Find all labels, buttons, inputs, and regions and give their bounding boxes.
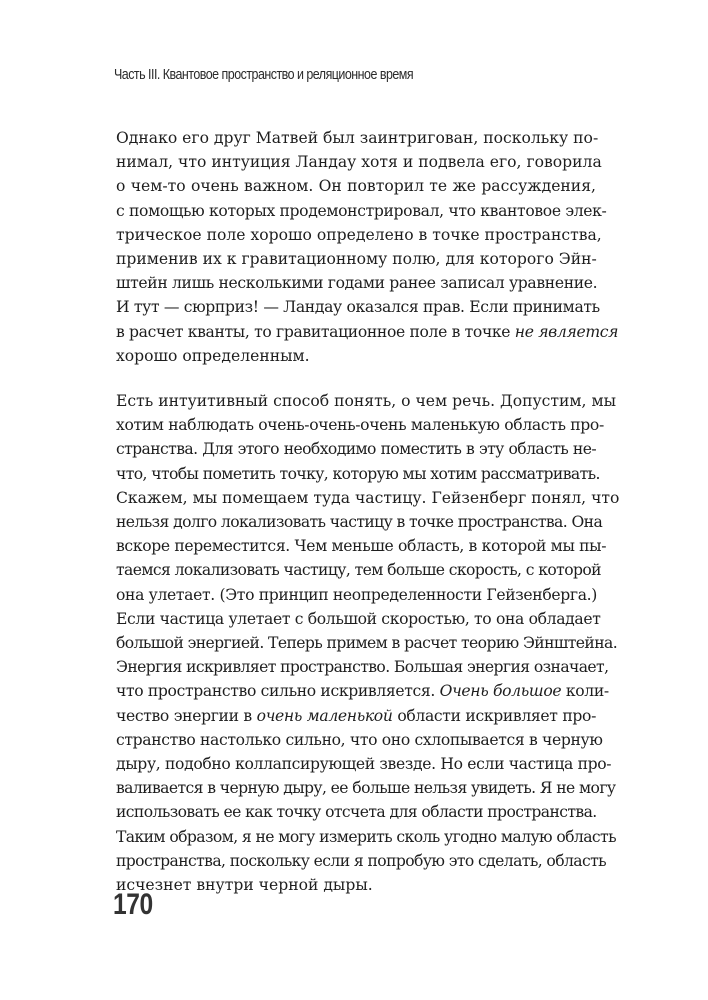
text-line	[116, 320, 619, 344]
text-line: странство настолько сильно, что оно схлопывается в черную	[116, 730, 603, 749]
text-line: использовать ее как точку отсчета для области пространства.	[116, 803, 597, 822]
text-line: странства. Для этого необходимо поместить в эту область не-	[116, 440, 596, 459]
text-line: трическое поле хорошо определено в точке пространства,	[116, 225, 602, 244]
emphasis: очень маленькой	[256, 706, 393, 725]
text-line: большой энергией. Теперь примем в расчет теорию Эйнштейна.	[116, 634, 618, 653]
text-line: что, чтобы пометить точку, которую мы хотим рассматривать.	[116, 464, 600, 483]
page-number: 170	[113, 888, 153, 921]
text-line: о чем-то очень важном. Он повторил те же рассуждения,	[116, 177, 596, 196]
paragraph-2	[116, 389, 620, 897]
text-span: чество энергии в	[116, 706, 257, 725]
text-span: коли-	[561, 682, 609, 701]
text-line: нимал, что интуиция Ландау хотя и подвела его, говорила	[116, 153, 602, 172]
text-line: применив их к гравитационному полю, для которого Эйн-	[116, 250, 597, 269]
body-text	[116, 126, 620, 897]
text-line: исчезнет внутри черной дыры.	[116, 876, 373, 895]
text-line: Есть интуитивный способ понять, о чем речь. Допустим, мы	[116, 392, 617, 411]
text-line: дыру, подобно коллапсирующей звезде. Но если частица про-	[116, 755, 612, 774]
running-header: Часть III. Квантовое пространство и реляционное время	[114, 67, 414, 83]
text-line: хорошо определенным.	[116, 346, 310, 365]
text-line: Однако его друг Матвей был заинтригован, поскольку по-	[116, 129, 599, 147]
text-line: Энергия искривляет пространство. Большая энергия означает,	[116, 658, 609, 677]
text-span: области искривляет про-	[392, 706, 596, 725]
text-line	[116, 704, 596, 728]
text-line: хотим наблюдать очень-очень-очень маленькую область про-	[116, 416, 604, 435]
text-span: в расчет кванты, то гравитационное поле в точке	[116, 322, 515, 341]
text-line	[116, 679, 609, 703]
text-line: она улетает. (Это принцип неопределенности Гейзенберга.)	[116, 585, 597, 604]
text-line: Скажем, мы помещаем туда частицу. Гейзенберг понял, что	[116, 488, 620, 507]
text-line: штейн лишь несколькими годами ранее записал уравнение.	[116, 274, 598, 293]
emphasis: Очень большое	[439, 682, 562, 701]
text-line: нельзя долго локализовать частицу в точке пространства. Она	[116, 513, 603, 532]
paragraph-1	[116, 126, 619, 368]
text-line: Если частица улетает с большой скоростью, то она обладает	[116, 609, 601, 628]
text-line: пространства, поскольку если я попробую это сделать, область	[116, 851, 607, 870]
text-line: И тут — сюрприз! — Ландау оказался прав. Если принимать	[116, 298, 600, 317]
text-line: Таким образом, я не могу измерить сколь угодно малую область	[116, 827, 616, 846]
text-line: вскоре переместится. Чем меньше область, в которой мы пы-	[116, 537, 607, 556]
text-span: что пространство сильно искривляется.	[116, 682, 440, 701]
emphasis: не является	[514, 322, 619, 341]
text-line: с помощью которых продемонстрировал, что квантовое элек-	[116, 201, 607, 220]
text-line: валивается в черную дыру, ее больше нельзя увидеть. Я не могу	[116, 779, 616, 798]
text-line: таемся локализовать частицу, тем больше скорость, с которой	[116, 561, 601, 580]
